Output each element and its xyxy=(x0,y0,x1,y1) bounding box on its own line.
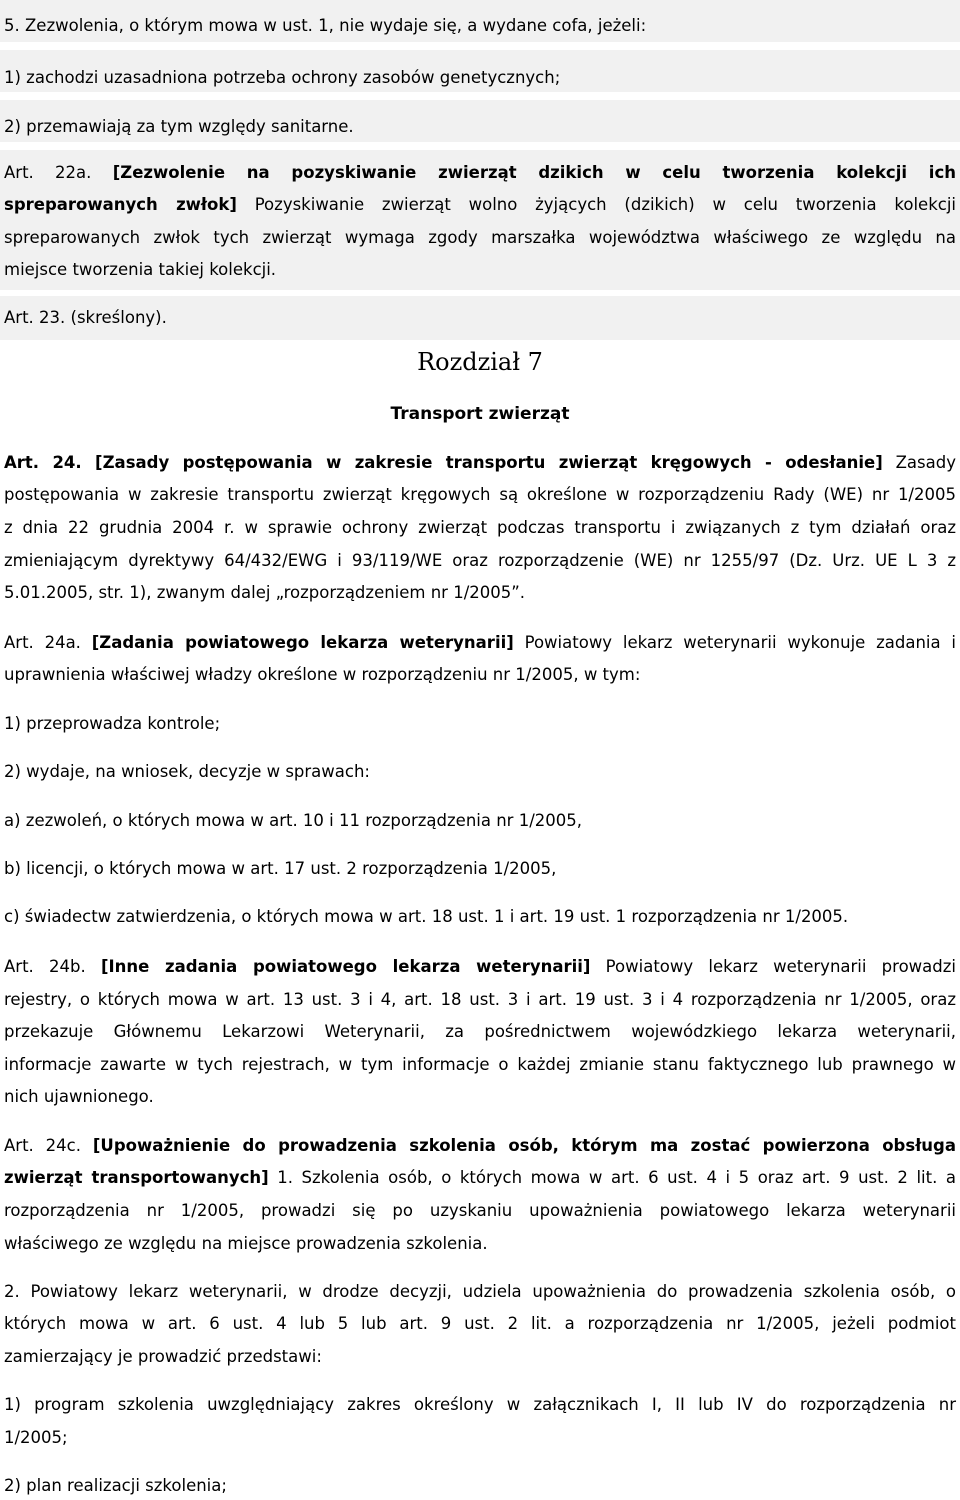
art-24a-item-2c: c) świadectw zatwierdzenia, o których mowa w art. 18 ust. 1 i art. 19 ust. 1 rozporządzenia nr 1/2005. xyxy=(4,907,849,926)
art-24a-item-2a: a) zezwoleń, o których mowa w art. 10 i 11 rozporządzenia nr 1/2005, xyxy=(4,811,583,830)
art-24c-ust2-item-2: 2) plan realizacji szkolenia; xyxy=(4,1476,227,1495)
paragraph-5: 5. Zezwolenia, o którym mowa w ust. 1, nie wydaje się, a wydane cofa, jeżeli: xyxy=(4,16,647,35)
art-23: Art. 23. (skreślony). xyxy=(4,308,167,327)
art-24-line-2: postępowania w zakresie transportu zwierząt kręgowych są określone w rozporządzeniu Rady (WE) nr 1/2005 xyxy=(4,485,956,504)
art-24b-line-3: przekazuje Głównemu Lekarzowi Weterynarii, za pośrednictwem wojewódzkiego lekarza weterynarii, xyxy=(4,1022,956,1041)
art-24c-ust2-line-3: zamierzający je prowadzić przedstawi: xyxy=(4,1347,322,1366)
art-24a-line-2: uprawnienia właściwej władzy określone w rozporządzeniu nr 1/2005, w tym: xyxy=(4,665,641,684)
art-24-line-1: Art. 24. [Zasady postępowania w zakresie transportu zwierząt kręgowych - odesłanie] Zasady xyxy=(4,453,956,472)
art-22a-line-1: Art. 22a. [Zezwolenie na pozyskiwanie zwierząt dzikich w celu tworzenia kolekcji ich xyxy=(4,163,956,182)
art-24c-ust2-item-1-line-1: 1) program szkolenia uwzględniający zakres określony w załącznikach I, II lub IV do rozporządzenia nr xyxy=(4,1395,956,1414)
art-24a-item-2b: b) licencji, o których mowa w art. 17 ust. 2 rozporządzenia 1/2005, xyxy=(4,859,557,878)
art-24-line-4: zmieniającym dyrektywy 64/432/EWG i 93/119/WE oraz rozporządzenie (WE) nr 1255/97 (Dz. Urz. UE L 3 z xyxy=(4,551,956,570)
art-22a-line-2: spreparowanych zwłok] Pozyskiwanie zwierząt wolno żyjących (dzikich) w celu tworzenia kolekcji xyxy=(4,195,956,214)
art-24c-line-1: Art. 24c. [Upoważnienie do prowadzenia szkolenia osób, którym ma zostać powierzona obsługa xyxy=(4,1136,957,1155)
art-24b-line-1: Art. 24b. [Inne zadania powiatowego lekarza weterynarii] Powiatowy lekarz weterynarii prowadzi xyxy=(4,957,956,976)
art-22a-line-3: spreparowanych zwłok tych zwierząt wymaga zgody marszałka województwa właściwego ze względu na xyxy=(4,228,956,247)
item-1: 1) zachodzi uzasadniona potrzeba ochrony zasobów genetycznych; xyxy=(4,68,561,87)
chapter-title: Transport zwierząt xyxy=(390,404,570,424)
art-24c-line-4: właściwego ze względu na miejsce prowadzenia szkolenia. xyxy=(4,1234,488,1253)
art-24b-line-4: informacje zawarte w tych rejestrach, w tym informacje o każdej zmianie stanu faktycznego lub prawnego w xyxy=(4,1055,956,1074)
art-24a-line-1: Art. 24a. [Zadania powiatowego lekarza weterynarii] Powiatowy lekarz weterynarii wykonuje zadania i xyxy=(4,633,956,652)
art-24c-ust2-line-2: których mowa w art. 6 ust. 4 lub 5 lub art. 9 ust. 2 lit. a rozporządzenia nr 1/2005, jeżeli podmiot xyxy=(4,1314,956,1333)
art-24a-item-2: 2) wydaje, na wniosek, decyzje w sprawach: xyxy=(4,762,370,781)
art-24b-line-5: nich ujawnionego. xyxy=(4,1087,154,1106)
item-2: 2) przemawiają za tym względy sanitarne. xyxy=(4,117,354,136)
chapter-heading: Rozdział 7 xyxy=(417,348,543,376)
art-24c-ust2-line-1: 2. Powiatowy lekarz weterynarii, w drodze decyzji, udziela upoważnienia do prowadzenia szkolenia osób, o xyxy=(4,1282,956,1301)
art-24c-line-2: zwierząt transportowanych] 1. Szkolenia osób, o których mowa w art. 6 ust. 4 i 5 oraz art. 9 ust. 2 lit. a xyxy=(4,1168,956,1187)
art-24b-line-2: rejestry, o których mowa w art. 13 ust. 3 i 4, art. 18 ust. 3 i art. 19 ust. 3 i 4 rozporządzenia nr 1/2005, oraz xyxy=(4,990,956,1009)
art-24-line-3: z dnia 22 grudnia 2004 r. w sprawie ochrony zwierząt podczas transportu i związanych z tym działań oraz xyxy=(4,518,956,537)
art-24c-ust2-item-1-line-2: 1/2005; xyxy=(4,1428,68,1447)
art-24c-line-3: rozporządzenia nr 1/2005, prowadzi się po uzyskaniu upoważnienia powiatowego lekarza weterynarii xyxy=(4,1201,956,1220)
art-24-line-5: 5.01.2005, str. 1), zwanym dalej „rozporządzeniem nr 1/2005”. xyxy=(4,583,526,602)
art-22a-line-4: miejsce tworzenia takiej kolekcji. xyxy=(4,260,277,279)
art-24a-item-1: 1) przeprowadza kontrole; xyxy=(4,714,221,733)
